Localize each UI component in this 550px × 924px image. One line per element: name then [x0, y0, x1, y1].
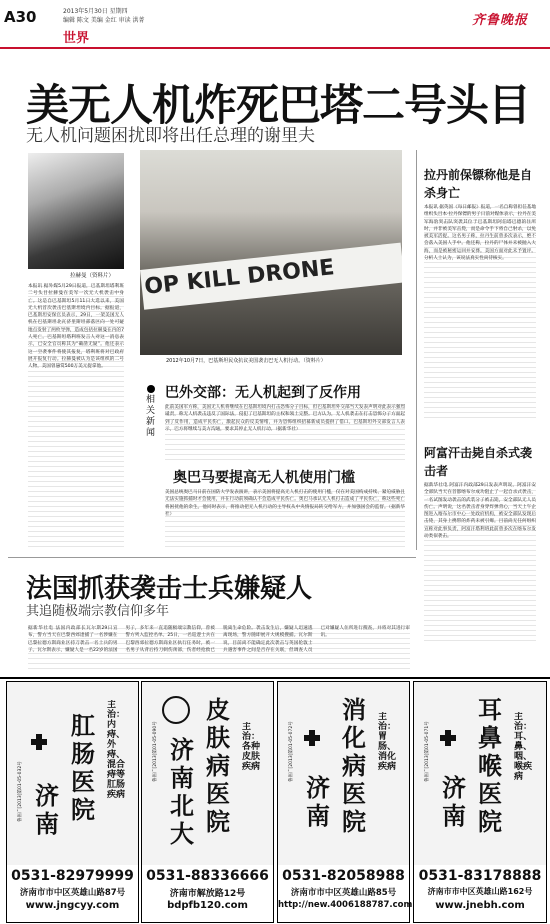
hospital-cross-icon: [304, 730, 320, 746]
date-line: 2013年5月30日 星期四: [63, 8, 128, 15]
ads-top-rule: [0, 677, 550, 679]
ad-ent: [413, 681, 547, 923]
ad-city: 济南北大: [170, 735, 194, 848]
right-story1-title: 拉丹前保镖称他是自杀身亡: [424, 168, 533, 200]
ad-anorectal: [6, 681, 139, 923]
portrait-photo: [28, 153, 124, 269]
main-headline: 美无人机炸死巴塔二号头目: [26, 81, 530, 131]
ad-city: 济南: [306, 773, 330, 830]
editor-line: 编辑 陈文 美编 金红 审读 洪菁: [63, 17, 145, 24]
ad-phone: 0531-83178888: [418, 868, 542, 884]
france-body: 据新华社电 法国内政部长瓦尔斯29日宣布，警方当天在巴黎西郊逮捕了一名涉嫌在巴黎拉德方斯商业区持刀袭击一名士兵的男子。瓦尔斯表示，嫌疑人是一名22岁的法国男子，多年来一直追随极端宗教信仰，曾被警方列入监控名单。25日，一名巡逻士兵在巴黎西郊拉德方斯商业区执行任务时，被一名男子从背后持刀刺伤颈部，伤者经抢救已脱离生命危险。袭击发生后，嫌疑人迅速逃离现场，警方随即展开大规模搜捕。瓦尔斯说，目前尚不能确定此次袭击与英国伦敦士兵遇害事件之间是否存在关联，但调查人员已对嫌疑人住所进行搜查，并将对其进行审讯。: [28, 625, 410, 673]
ad-phone: 0531-88336666: [146, 868, 269, 884]
hospital-cross-icon: [31, 734, 47, 750]
sub-story2-title: 奥巴马要提高无人机使用门槛: [173, 470, 355, 486]
related-news-icon: [147, 385, 155, 393]
ad-hospital-name: 消化病医院: [342, 695, 366, 836]
right-story2-title: 阿富汗击毙自杀式袭击者: [424, 446, 533, 478]
page-number: A30: [4, 8, 37, 26]
right-column-divider: [416, 150, 417, 550]
ad-license: 鲁医广[2013]第01-05-032号: [18, 761, 23, 822]
ad-city: 济南: [442, 773, 466, 830]
ad-url: http://new.4006188787.com: [278, 900, 413, 910]
ad-hospital-name: 耳鼻喉医院: [478, 695, 502, 836]
ad-address: 济南市市中区英雄山路162号: [427, 887, 533, 896]
portrait-caption: 拉赫曼（资料片）: [70, 273, 115, 279]
right-story2-body: 据新华社电 阿富汗内政部29日发表声明说，阿富汗安全部队当天在首都喀布尔成功阻止了一起自杀式袭击，一名试图发动袭击的武装分子被击毙，安全部队无人员伤亡。声明说，这名袭击者身穿炸弹背心，当天上午企图进入喀布尔市中心一处政府机构，被安全部队发现后击毙，其身上携带的炸药未被引爆。目前尚无任何组织宣称对此事负责，阿富汗塔利班此前曾多次在喀布尔发动类似袭击。: [424, 482, 536, 645]
right-story1-body: 本报讯 据英国《每日邮报》报道，一名自称曾担任基地组织头目本·拉丹保镖的男子日前对媒体表示，拉丹在美军海豹突击队突袭其位于巴基斯坦阿伯塔巴德的住所时，并非被美军击毙，而是命令手下将自己射杀，以免被美军活捉。这名男子称，拉丹生前曾多次表示，绝不会落入美国人手中。他还称，拉丹的尸体并未被抛入大海，而是被秘密运回并安葬。美国方面对此未予置评。分析人士认为，该说法真实性尚待核实。: [424, 204, 536, 422]
related-news-label: 相关新闻: [146, 395, 156, 438]
hospital-emblem-icon: [162, 696, 190, 724]
section-label: 世界: [63, 31, 90, 46]
protest-caption: 2012年10月7日，巴基斯坦民众抗议美国袭击巴无人机行动。（资料片）: [166, 358, 326, 364]
france-subhead: 其追随极端宗教信仰多年: [26, 604, 170, 619]
ad-license: 鲁医广[2013]第01-05-071号: [425, 721, 430, 782]
ad-url: www.jngcyy.com: [25, 900, 120, 911]
ad-address: 济南市市中区英雄山路87号: [19, 888, 126, 898]
ad-city: 济南: [35, 781, 59, 838]
hospital-cross-icon: [440, 730, 456, 746]
ad-address: 济南市解放路12号: [169, 889, 246, 899]
sub-story1-title: 巴外交部：无人机起到了反作用: [165, 385, 361, 401]
ad-scope: 主治：内痔、外痔、混合痔等肛肠疾病: [107, 700, 126, 800]
ad-hospital-name: 肛肠医院: [71, 711, 95, 824]
ad-hospital-name: 皮肤病医院: [206, 695, 230, 836]
ad-url: bdpfb120.com: [167, 900, 248, 911]
main-story-body: 本报讯 据外媒5月29日报道，巴基斯坦塔利班二号头目拉赫曼在美军一次无人机袭击中身亡。这是自巴基斯坦5月11日大选以来，美国无人机首次袭击巴基斯坦境内目标。据报道，巴基斯坦安保官员表示，29日，一架美国无人机在巴基斯坦北瓦济里斯坦部落区向一处可疑地点发射了两枚导弹，造成包括拉赫曼在内的7人死亡。巴基斯坦塔利班发言人对这一消息表示，已安全官员称其为“确凿无疑”。他还表示这一空袭事件将使其报复，塔利班将对巴政府展开报复行动。拉赫曼被认为是该组织的二号人物，美国曾悬赏500万美元捉拿他。: [28, 283, 124, 551]
banner-text: OP KILL DRONE: [143, 255, 336, 300]
protest-photo: [140, 150, 402, 355]
sub-story2-body: 美国总统奥巴马日前在国防大学发表演讲，表示美国将提高无人机打击的使用门槛，仅在对美国构成持续、紧迫威胁且无法实施抓捕时才会使用，并在行动前须确认不会造成平民伤亡。奥巴马承认无人机打击造成了平民伤亡，称这些死亡将困扰他的余生。他同时表示，将推动把无人机行动的主导权从中央情报局转交给军方，并加强国会的监督。（据新华社）: [165, 489, 405, 551]
masthead-rule: [0, 47, 550, 49]
ad-license: 鲁医广[2013]第01-05-090号: [153, 721, 158, 782]
ad-scope: 主治：各种皮肤疾病: [242, 722, 261, 772]
sub-story1-body: 此前美国军方称，美国无人机将继续在巴基斯坦境内打击恐怖分子目标，但巴基斯坦外交部当天发表声明对此表示强烈谴责，称无人机袭击违反了国际法，侵犯了巴基斯坦的主权和领土完整。巴方认为，无人机袭击在打击恐怖分子方面起到了反作用，造成平民伤亡，激起民众的反美情绪，并为恐怖组织招募新成员提供了借口。巴基斯坦外交部发言人表示，巴方将继续与美方沟通，要求其停止无人机行动。（据新华社）: [165, 404, 405, 464]
france-story-rule: [8, 557, 416, 558]
ad-scope: 主治：胃肠、消化疾病: [378, 712, 397, 772]
ad-digestive: [277, 681, 413, 923]
ad-phone: 0531-82979999: [11, 868, 134, 884]
ad-license: 鲁医广[2013]第01-05-072号: [289, 721, 294, 782]
newspaper-logo: 齐鲁晚报: [472, 13, 529, 28]
main-subhead: 无人机问题困扰即将出任总理的谢里夫: [26, 126, 315, 146]
ad-scope: 主治：耳、鼻、咽、喉疾病: [514, 712, 533, 782]
ad-phone: 0531-82058988: [282, 868, 405, 884]
ad-dermatology: [141, 681, 274, 923]
ad-url: www.jnebh.com: [435, 900, 525, 911]
ad-address: 济南市市中区英雄山路85号: [290, 888, 397, 898]
france-headline: 法国抓获袭击士兵嫌疑人: [26, 574, 313, 604]
